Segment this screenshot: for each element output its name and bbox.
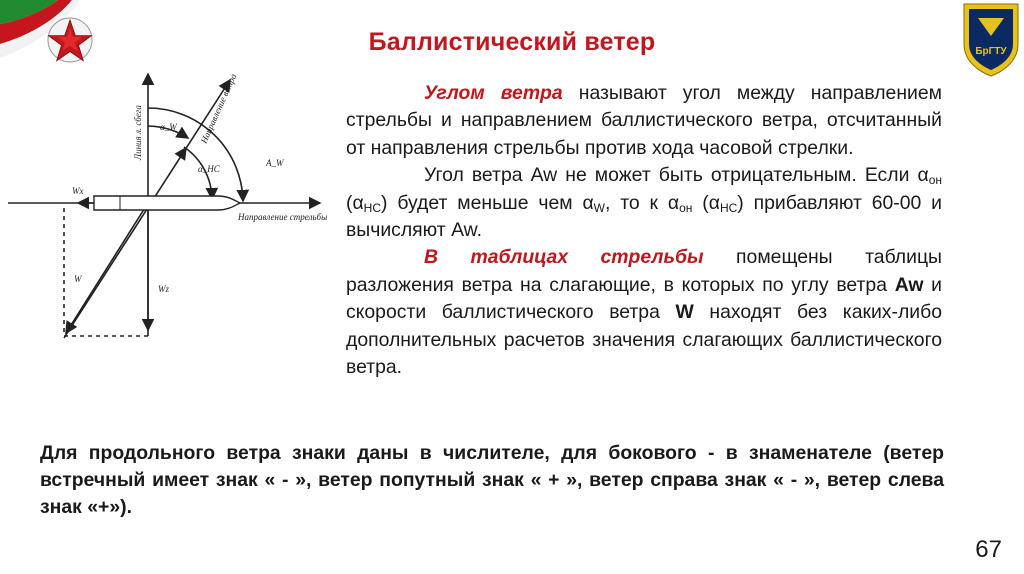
- wx-label: Wx: [72, 186, 84, 196]
- w-label: W: [74, 274, 82, 284]
- aw-label: A_W: [266, 158, 284, 168]
- paragraph-wind-angle: Углом ветра называют угол между направлением стрельбы и направлением баллистического ветра, отсчитанный от направления стрельбы против хода часовой стрелки.: [346, 82, 942, 159]
- highlight-firing-tables: В таблицах стрельбы: [424, 246, 704, 269]
- svg-text:БрГТУ: БрГТУ: [975, 46, 1007, 57]
- alpha-w-label: α_W: [160, 122, 177, 132]
- sign-convention-note: Для продольного ветра знаки даны в числителе, для бокового - в знаменателе (ветер встречный имеет знак « - », ветер попутный знак « + », ветер справа знак « - », ветер слева знак «+»).: [40, 442, 944, 518]
- wz-label: Wz: [158, 284, 169, 294]
- paragraph-firing-tables: В таблицах стрельбы помещены таблицы разложения ветра на слагающие, в которых по углу ветра Aw и скорости баллистического ветра W находят без каких-либо дополнительных расчетов значения слагающих баллистического ветра.: [346, 246, 942, 379]
- wind-angle-diagram: [8, 68, 330, 346]
- body-text: [346, 80, 942, 381]
- highlight-wind-angle: Углом ветра: [424, 82, 563, 104]
- page-title: Баллистический ветер: [368, 28, 656, 56]
- paragraph-negative-angle: Угол ветра Aw не может быть отрицательным. Если $\alpha_{он}$ $(\alpha_{НС})$ будет меньше чем $\alpha_W$, то к $\alpha_{он}$ $(\alpha_{НС})$ прибавляют 60-00 и вычисляют Aw.: [346, 164, 942, 242]
- wind-direction-label: Направление ветра: [198, 72, 239, 145]
- alpha-nc-label: α_НС: [198, 164, 220, 174]
- line-of-sight-label: Линия л. сбега: [133, 105, 143, 160]
- firing-direction-label: Направление стрельбы: [238, 212, 328, 222]
- page-number: 67: [975, 536, 1002, 563]
